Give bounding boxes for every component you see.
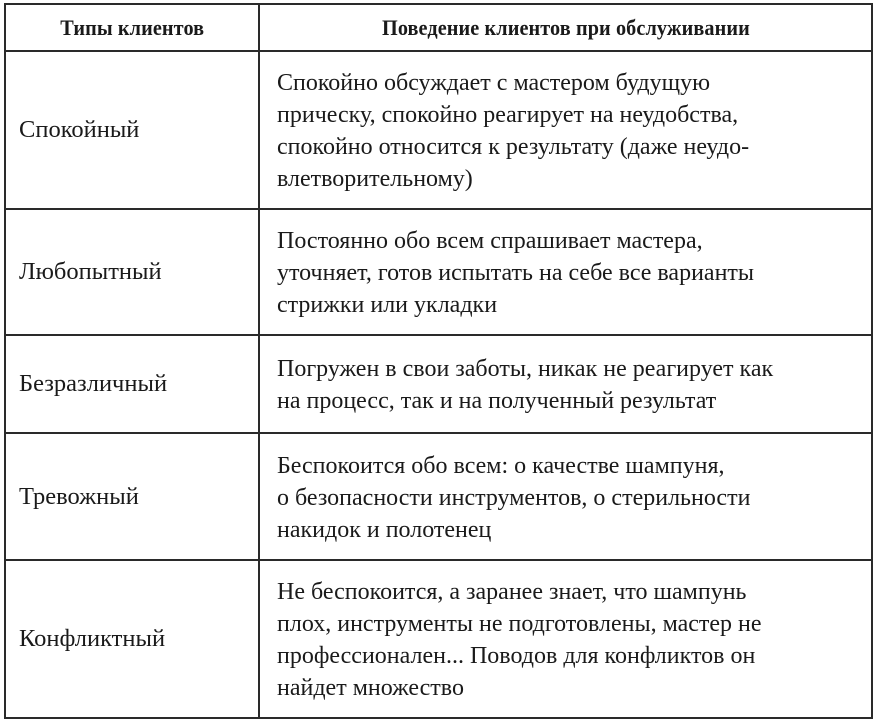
header-client-types-text: Типы клиентов bbox=[60, 14, 204, 40]
behavior-line: найдет множество bbox=[277, 675, 464, 701]
behavior-line: стрижки или укладки bbox=[277, 292, 498, 318]
behavior-line: профессионален... Поводов для конфликтов он bbox=[277, 643, 756, 669]
client-type-cell: Спокойный bbox=[5, 51, 259, 209]
client-type-cell: Тревожный bbox=[5, 433, 259, 560]
behavior-line: спокойно относится к результату (даже неудо- bbox=[277, 134, 750, 160]
behavior-line: плох, инструменты не подготовлены, мастер не bbox=[277, 611, 762, 637]
behavior-line: прическу, спокойно реагирует на неудобства, bbox=[277, 102, 739, 128]
header-client-behavior-text: Поведение клиентов при обслуживании bbox=[381, 14, 750, 40]
client-type-cell: Любопытный bbox=[5, 209, 259, 335]
table-header-row bbox=[5, 4, 872, 51]
table-row bbox=[5, 335, 872, 433]
behavior-line: Постоянно обо всем спрашивает мастера, bbox=[277, 228, 703, 254]
behavior-line: Погружен в свои заботы, никак не реагирует как bbox=[277, 356, 774, 382]
behavior-line: Беспокоится обо всем: о качестве шампуня, bbox=[277, 452, 725, 479]
behavior-line: Не беспокоится, а заранее знает, что шампунь bbox=[277, 579, 747, 605]
behavior-line: влетворительному) bbox=[277, 166, 473, 192]
table-row bbox=[5, 433, 872, 560]
header-client-types bbox=[5, 4, 259, 51]
table-row bbox=[5, 51, 872, 209]
client-type-cell: Конфликтный bbox=[5, 560, 259, 718]
client-type-cell: Безразличный bbox=[5, 335, 259, 433]
header-client-behavior bbox=[259, 4, 872, 51]
client-behavior-cell bbox=[259, 51, 872, 209]
client-behavior-cell bbox=[259, 560, 872, 718]
client-behavior-cell bbox=[259, 209, 872, 335]
behavior-line: уточняет, готов испытать на себе все варианты bbox=[277, 260, 755, 286]
table-row bbox=[5, 209, 872, 335]
behavior-line: накидок и полотенец bbox=[277, 516, 492, 543]
table-row bbox=[5, 560, 872, 718]
client-types-table bbox=[4, 3, 873, 719]
behavior-line: о безопасности инструментов, о стерильности bbox=[277, 484, 751, 511]
behavior-line: на процесс, так и на полученный результат bbox=[277, 388, 717, 414]
behavior-line: Спокойно обсуждает с мастером будущую bbox=[277, 70, 711, 96]
client-behavior-cell bbox=[259, 433, 872, 560]
client-behavior-cell bbox=[259, 335, 872, 433]
